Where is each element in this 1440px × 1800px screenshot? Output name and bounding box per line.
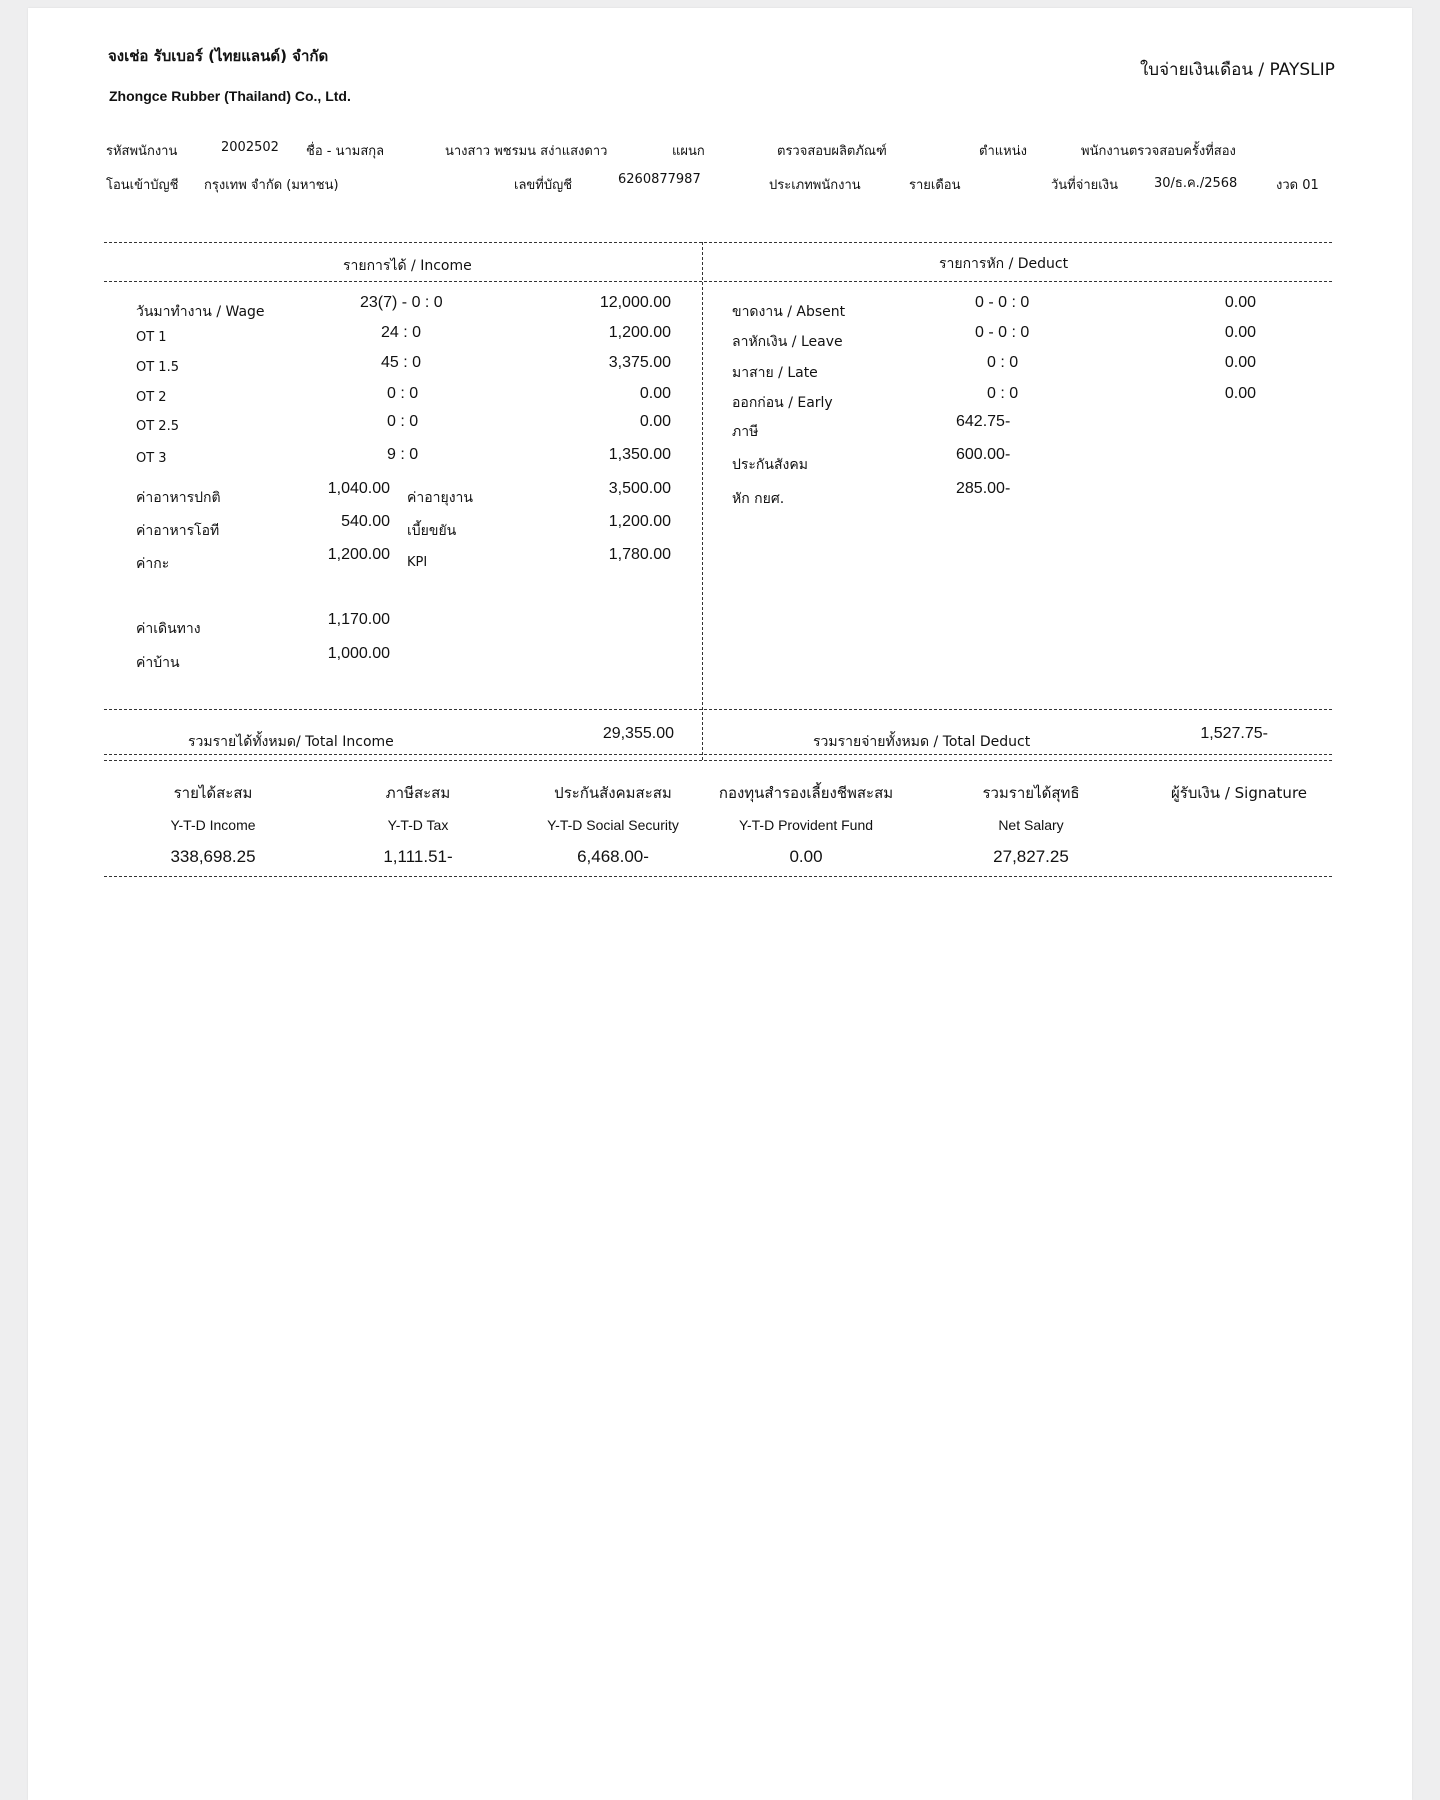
- divider: [104, 754, 1332, 755]
- allowance-label-ot-meal: ค่าอาหารโอที: [136, 523, 220, 539]
- income-qty-ot2: 0 : 0: [387, 385, 419, 402]
- income-qty-ot3: 9 : 0: [387, 446, 419, 463]
- divider: [104, 242, 1332, 243]
- employee-id-label: รหัสพนักงาน: [106, 144, 178, 159]
- income-label-ot3: OT 3: [136, 451, 167, 466]
- payslip-sheet: [28, 8, 1412, 1800]
- divider: [104, 281, 1332, 282]
- income-amount-ot2: 0.00: [639, 385, 671, 402]
- deduct-amount-early: 0.00: [1224, 385, 1256, 402]
- document-title: ใบจ่ายเงินเดือน / PAYSLIP: [1140, 60, 1335, 80]
- ytd-income-label-en: Y-T-D Income: [170, 817, 256, 833]
- ytd-provident-fund-label-th: กองทุนสำรองเลี้ยงชีพสะสม: [718, 784, 894, 802]
- net-salary-label-th: รวมรายได้สุทธิ: [982, 784, 1080, 802]
- deduct-label-student-loan: หัก กยศ.: [732, 491, 785, 507]
- ytd-provident-fund-label-en: Y-T-D Provident Fund: [738, 817, 874, 833]
- bank-label: โอนเข้าบัญชี: [106, 178, 179, 193]
- income-label-ot2: OT 2: [136, 390, 167, 405]
- ytd-income-label-th: รายได้สะสม: [173, 784, 253, 802]
- deduct-qty-late: 0 : 0: [987, 354, 1019, 371]
- deduct-amount-social-security: 600.00-: [956, 446, 1011, 463]
- income-qty-ot15: 45 : 0: [381, 354, 422, 371]
- position: พนักงานตรวจสอบครั้งที่สอง: [1081, 144, 1236, 159]
- ytd-income-value: 338,698.25: [170, 847, 256, 866]
- deduct-header: รายการหัก / Deduct: [939, 256, 1069, 272]
- pay-period: งวด 01: [1276, 178, 1319, 193]
- deduct-label-early: ออกก่อน / Early: [732, 395, 833, 411]
- divider: [104, 709, 1332, 710]
- allowance-amount-housing: 1,000.00: [327, 645, 390, 662]
- income-amount-wage: 12,000.00: [599, 294, 671, 311]
- pay-date: 30/ธ.ค./2568: [1154, 176, 1238, 191]
- total-deduct-label: รวมรายจ่ายทั้งหมด / Total Deduct: [813, 734, 1031, 750]
- allowance-amount-shift: 1,200.00: [327, 546, 390, 563]
- net-salary-value: 27,827.25: [993, 847, 1069, 866]
- deduct-amount-leave: 0.00: [1224, 324, 1256, 341]
- ytd-social-security-label-en: Y-T-D Social Security: [547, 817, 679, 833]
- net-salary-label-en: Net Salary: [998, 817, 1064, 833]
- account-label: เลขที่บัญชี: [514, 178, 573, 193]
- deduct-amount-absent: 0.00: [1224, 294, 1256, 311]
- ytd-tax-value: 1,111.51-: [383, 847, 453, 866]
- allowance-label-travel: ค่าเดินทาง: [136, 621, 201, 637]
- total-income: 29,355.00: [602, 725, 674, 742]
- income-amount-ot15: 3,375.00: [608, 354, 671, 371]
- employee-type-label: ประเภทพนักงาน: [769, 178, 861, 193]
- employee-name-label: ชื่อ - นามสกุล: [306, 144, 385, 159]
- signature-label: ผู้รับเงิน / Signature: [1170, 784, 1308, 802]
- department: ตรวจสอบผลิตภัณฑ์: [777, 144, 887, 159]
- allowance-amount-meal: 1,040.00: [327, 480, 390, 497]
- income-label-ot1: OT 1: [136, 330, 167, 345]
- employee-id: 2002502: [221, 140, 279, 155]
- allowance-amount-travel: 1,170.00: [327, 611, 390, 628]
- allowance-label-housing: ค่าบ้าน: [136, 655, 180, 671]
- employee-name: นางสาว พชรมน สง่าแสงดาว: [445, 144, 608, 159]
- column-divider: [702, 242, 703, 760]
- ytd-provident-fund-value: 0.00: [789, 847, 823, 866]
- income-qty-ot1: 24 : 0: [381, 324, 422, 341]
- deduct-amount-late: 0.00: [1224, 354, 1256, 371]
- deduct-label-social-security: ประกันสังคม: [732, 457, 808, 473]
- deduct-qty-leave: 0 - 0 : 0: [975, 324, 1030, 341]
- allowance-label-meal: ค่าอาหารปกติ: [136, 490, 221, 506]
- divider: [104, 876, 1332, 877]
- pay-date-label: วันที่จ่ายเงิน: [1051, 178, 1118, 193]
- deduct-label-absent: ขาดงาน / Absent: [732, 304, 846, 320]
- employee-type: รายเดือน: [909, 178, 961, 193]
- ytd-tax-label-th: ภาษีสะสม: [385, 784, 451, 802]
- deduct-label-leave: ลาหักเงิน / Leave: [732, 334, 843, 350]
- ytd-social-security-label-th: ประกันสังคมสะสม: [554, 784, 672, 802]
- total-deduct: 1,527.75-: [1200, 725, 1268, 742]
- income-amount-ot25: 0.00: [639, 413, 671, 430]
- deduct-amount-student-loan: 285.00-: [956, 480, 1011, 497]
- divider: [104, 760, 1332, 761]
- deduct-qty-early: 0 : 0: [987, 385, 1019, 402]
- income-label-wage: วันมาทำงาน / Wage: [136, 304, 265, 320]
- allowance-amount-kpi: 1,780.00: [608, 546, 671, 563]
- ytd-social-security-value: 6,468.00-: [577, 847, 649, 866]
- income-qty-ot25: 0 : 0: [387, 413, 419, 430]
- income-label-ot25: OT 2.5: [136, 419, 179, 434]
- income-amount-ot3: 1,350.00: [608, 446, 671, 463]
- bank-name: กรุงเทพ จำกัด (มหาชน): [204, 178, 339, 193]
- company-name-english: Zhongce Rubber (Thailand) Co., Ltd.: [109, 88, 351, 104]
- allowance-amount-diligence: 1,200.00: [608, 513, 671, 530]
- deduct-qty-absent: 0 - 0 : 0: [975, 294, 1030, 311]
- deduct-label-late: มาสาย / Late: [732, 365, 818, 381]
- allowance-label-diligence: เบี้ยขยัน: [407, 523, 457, 539]
- income-qty-wage: 23(7) - 0 : 0: [360, 294, 443, 311]
- allowance-amount-ot-meal: 540.00: [341, 513, 390, 530]
- department-label: แผนก: [672, 144, 705, 159]
- income-amount-ot1: 1,200.00: [608, 324, 671, 341]
- ytd-tax-label-en: Y-T-D Tax: [387, 817, 449, 833]
- income-header: รายการได้ / Income: [343, 258, 472, 274]
- account-number: 6260877987: [618, 172, 701, 187]
- total-income-label: รวมรายได้ทั้งหมด/ Total Income: [188, 734, 394, 750]
- deduct-label-tax: ภาษี: [732, 424, 759, 440]
- position-label: ตำแหน่ง: [979, 144, 1027, 159]
- deduct-amount-tax: 642.75-: [956, 413, 1011, 430]
- income-label-ot15: OT 1.5: [136, 360, 179, 375]
- allowance-label-seniority: ค่าอายุงาน: [407, 490, 473, 506]
- company-name-thai: จงเช่อ รับเบอร์ (ไทยแลนด์) จำกัด: [108, 47, 329, 65]
- allowance-label-shift: ค่ากะ: [136, 556, 170, 572]
- allowance-amount-seniority: 3,500.00: [608, 480, 671, 497]
- allowance-label-kpi: KPI: [407, 555, 428, 570]
